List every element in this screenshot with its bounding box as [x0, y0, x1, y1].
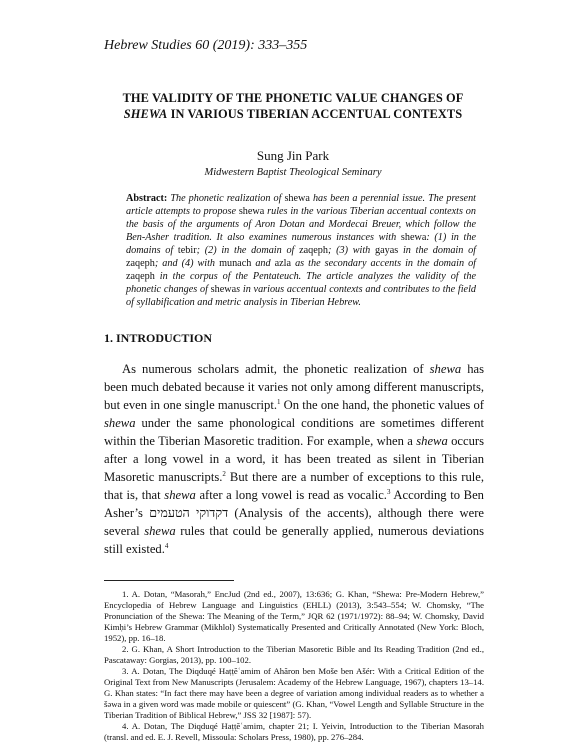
term-shewa: shewa	[416, 434, 448, 448]
section-heading	[104, 331, 482, 346]
abstract-term: shewa	[210, 284, 237, 295]
abstract	[126, 192, 476, 309]
hebrew-title: דקדוקי הטעמים	[149, 506, 229, 520]
article-title	[102, 90, 484, 122]
footnote-4: 4. A. Dotan, The Diqduqé Haṭṭĕʿamim, chapter 21; I. Yeivin, Introduction to the Tiberian Masorah (transl. and ed. E. J. Revell, Missoula: Scholars Press, 1980), pp. 276–284.	[104, 721, 484, 742]
footnote-ref[interactable]: 2	[222, 469, 226, 478]
text-run: But there are a number of exceptions to this rule, that is, that	[104, 470, 484, 502]
abstract-term: zaqeph	[299, 245, 328, 256]
author-affiliation: Midwestern Baptist Theological Seminary	[204, 167, 382, 178]
abstract-term: tebir	[177, 245, 197, 256]
footnote-2: 2. G. Khan, A Short Introduction to the Tiberian Masoretic Bible and Its Reading Tradition (2nd ed., Pascataway: Gorgias, 2013), pp. 100–102.	[104, 644, 484, 665]
abstract-text: in the domain of	[398, 245, 477, 256]
abstract-text: ; (2) in the domain of	[196, 245, 300, 256]
abstract-text: ; and (4) with	[154, 258, 220, 269]
abstract-text: in the corpus of the Pentateuch. The article analyzes the validity of the phonetic changes of	[126, 271, 476, 295]
abstract-text: s in various accentual contexts and contributes to the field of syllabification and metric analysis in Tiberian Hebrew.	[126, 284, 476, 308]
text-run: occurs after a long vowel in a word, it has been treated as silent in Tiberian Masoretic manuscripts.	[104, 434, 484, 484]
abstract-term: shewa	[400, 232, 427, 243]
abstract-text: and	[251, 258, 275, 269]
text-run: after a long vowel is read as vocalic.	[195, 488, 387, 502]
section-title-rest: NTRODUCTION	[120, 331, 213, 345]
abstract-term: zaqeph	[126, 271, 155, 282]
term-shewa: shewa	[144, 524, 176, 538]
term-shewa: shewa	[104, 416, 136, 430]
text-run: (Analysis of the accents), although there were several	[104, 506, 485, 538]
title-line-1: THE VALIDITY OF THE PHONETIC VALUE CHANGES OF	[122, 91, 464, 105]
introduction-body	[104, 360, 484, 558]
footnote-ref[interactable]: 4	[164, 541, 169, 550]
title-line-2-rest: IN VARIOUS TIBERIAN ACCENTUAL CONTEXTS	[167, 107, 463, 121]
text-run: rules that could be generally applied, numerous deviations still existed.	[104, 524, 484, 556]
abstract-text: rules in the various Tiberian accentual contexts on the basis of the arguments of Aron Dotan and Mordecai Breuer, which follow the Ben-Asher tradition. It also examines numerous instances with	[126, 206, 476, 243]
text-run: under the same phonological conditions are sometimes different within the Tiberian Masoretic tradition. For example, when a	[104, 416, 484, 448]
text-run: According to Ben Asher’s	[104, 488, 484, 520]
journal-citation: Hebrew Studies 60 (2019): 333–355	[104, 38, 308, 53]
text-run: On the one hand, the phonetic values of	[280, 398, 484, 412]
footnote-divider	[104, 580, 234, 581]
paragraph	[104, 360, 484, 558]
footnote-1: 1. A. Dotan, “Masorah,” EncJud (2nd ed., 2007), 13:636; G. Khan, “Shewa: Pre-Modern Hebrew,” Encyclopedia of Hebrew Language and Linguistics (EHLL) (2013), 3:543–554; W. Chomsky, “The Pronunciation of the Shewa: The Meaning of the Term,” JQR 62 (1971/1972): 88–94; W. Chomsky, David Kimḥi’s Hebrew Grammar (Mikhlol) Systematically Presented and Critically Annotated (New York: Bloch, 1952), pp. 16–18.	[104, 589, 484, 643]
abstract-text: : (1) in the domains of	[126, 232, 476, 256]
abstract-term: shewa	[238, 206, 265, 217]
footnote-ref[interactable]: 1	[276, 397, 281, 406]
author-name: Sung Jin Park	[256, 148, 330, 163]
abstract-text: has been a perennial issue. The present article attempts to propose	[126, 193, 476, 217]
section-number: 1.	[104, 331, 113, 345]
abstract-term: zaqeph	[126, 258, 155, 269]
title-line-2	[102, 106, 484, 122]
abstract-text: ; (3) with	[327, 245, 376, 256]
title-shewa: SHEWA	[123, 107, 168, 121]
abstract-text: The phonetic realization of	[167, 193, 285, 204]
abstract-term: azla	[274, 258, 292, 269]
section-title-initial: I	[116, 331, 121, 345]
abstract-term: gayas	[375, 245, 399, 256]
text-run: has been much debated because it varies not only among different manuscripts, but even in one single manuscript.	[104, 362, 484, 412]
abstract-text: as the secondary accents in the domain of	[291, 258, 477, 269]
abstract-label: Abstract:	[126, 193, 168, 204]
term-shewa: shewa	[429, 362, 462, 376]
footnote-3: 3. A. Dotan, The Diqduqé Haṭṭĕʿamim of Ahăron ben Mošе ben Ašér: With a Critical Edition of the Original Text from New Manuscripts (Jerusalem: Academy of the Hebrew Language, 1967), chapters 13–14. G. Khan states: “In fact there may have been a degree of variation among individual readers as to whether a šəwa in a given word was made mobile or quiescent” (G. Khan, “Vowel Length and Syllable Structure in the Tiberian Tradition of Biblical Hebrew,” JSS 32 [1987]: 57).	[104, 666, 484, 720]
term-shewa: shewa	[164, 488, 196, 502]
abstract-term: munach	[219, 258, 252, 269]
footnotes	[104, 589, 484, 743]
footnote-ref[interactable]: 3	[386, 487, 391, 496]
abstract-term: shewa	[284, 193, 310, 204]
text-run: As numerous scholars admit, the phonetic realization of	[122, 362, 430, 376]
